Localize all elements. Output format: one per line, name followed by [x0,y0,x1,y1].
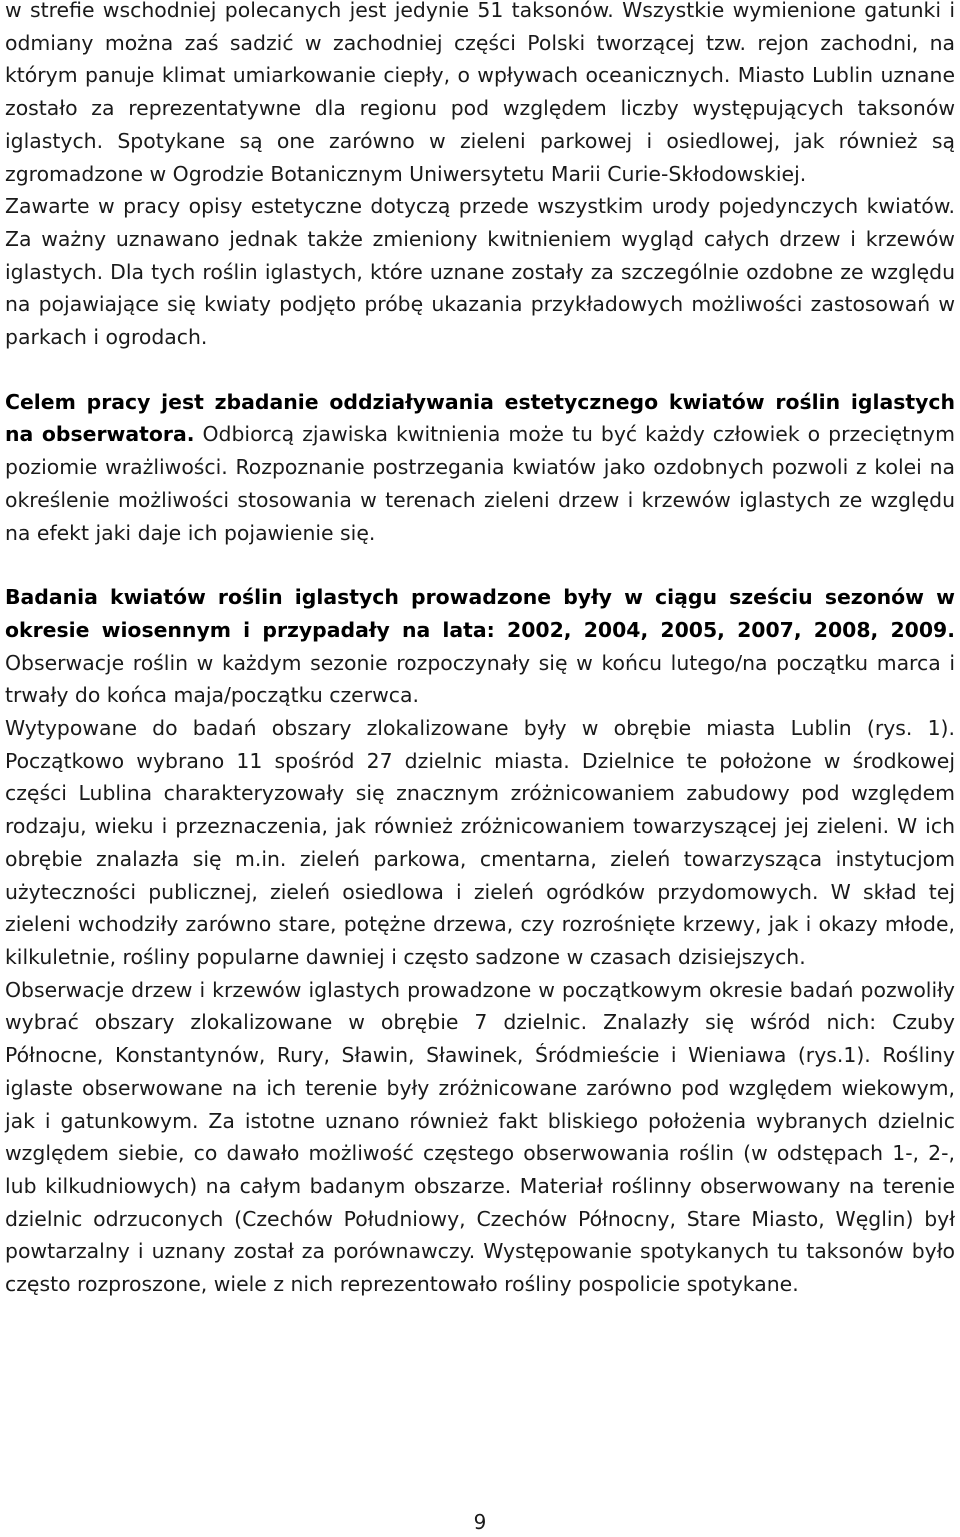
aim-bold-statement: Celem pracy jest zbadanie oddziaływania estetycznego kwiatów roślin iglastych na obserwatora. [5,389,955,447]
paragraph-1 [5,0,955,190]
paragraph-research-period-text: Obserwacje roślin w każdym sezonie rozpoczynały się w końcu lutego/na początku marca i trwały do końca maja/początku czerwca. [5,650,955,708]
paragraph-research-period [5,581,955,712]
paragraph-aim [5,386,955,550]
document-body [5,0,955,1301]
research-period-bold-statement: Badania kwiatów roślin iglastych prowadzone były w ciągu sześciu sezonów w okresie wiosennym i przypadały na lata: 2002, 2004, 2005, 2007, 2008, 2009. [5,585,955,642]
paragraph-observations [5,974,955,1301]
paragraph-areas [5,712,955,974]
page-number: 9 [473,1510,487,1534]
paragraph-2-text: Zawarte w pracy opisy estetyczne dotyczą przede wszystkim urody pojedynczych kwiatów. Za ważny uznawano jednak także zmieniony kwitnieniem wygląd całych drzew i krzewów iglastych. Dla tych roślin iglastych, które uznane zostały za szczególnie ozdobne ze względu na pojawiające się kwiaty podjęto próbę ukazania przykładowych możliwości zastosowań w parkach i ogrodach. [5,194,955,350]
paragraph-1-text: w strefie wschodniej polecanych jest jedynie 51 taksonów. Wszystkie wymienione gatunki i odmiany można zaś sadzić w zachodniej części Polski tworzącej tzw. rejon zachodni, na którym panuje klimat umiarkowanie ciepły, o wpływach oceanicznych. Miasto Lublin uznane zostało za reprezentatywne dla regionu pod względem liczby występujących taksonów iglastych. Spotykane są one zarówno w zieleni parkowej i osiedlowej, jak również są zgromadzone w Ogrodzie Botanicznym Uniwersytetu Marii Curie-Skłodowskiej. [5,0,955,186]
paragraph-observations-text: Obserwacje drzew i krzewów iglastych prowadzone w początkowym okresie badań pozwoliły wybrać obszary zlokalizowane w obrębie 7 dzielnic. Znalazły się wśród nich: Czuby Północne, Konstantynów, Rury, Sławin, Sławinek, Śródmieście i Wieniawa (rys.1). Rośliny iglaste obserwowane na ich terenie były zróżnicowane zarówno pod względem wiekowym, jak i gatunkowym. Za istotne uznano również fakt bliskiego położenia wybranych dzielnic względem siebie, co dawało możliwość częstego obserwowania roślin (w odstępach 1-, 2-, lub kilkudniowych) na całym badanym obszarze. Materiał roślinny obserwowany na terenie dzielnic odrzuconych (Czechów Południowy, Czechów Północny, Stare Miasto, Węglin) był powtarzalny i uznany został za porównawczy. Występowanie spotykanych tu taksonów było często rozproszone, wiele z nich reprezentowało rośliny pospolicie spotykane. [5,977,955,1297]
paragraph-aim-text: Odbiorcą zjawiska kwitnienia może tu być każdy człowiek o przeciętnym poziomie wrażliwości. Rozpoznanie postrzegania kwiatów jako ozdobnych pozwoli z kolei na określenie możliwości stosowania w terenach zieleni drzew i krzewów iglastych ze względu na efekt jaki daje ich pojawienie się. [5,422,955,545]
paragraph-2 [5,190,955,354]
paragraph-areas-text: Wytypowane do badań obszary zlokalizowane były w obrębie miasta Lublin (rys. 1). Początkowo wybrano 11 spośród 27 dzielnic miasta. Dzielnice te położone w środkowej części Lublina charakteryzowały się znacznym zróżnicowaniem zabudowy pod względem rodzaju, wieku i przeznaczenia, jak również zróżnicowaniem towarzyszącej jej zieleni. W ich obrębie znalazła się m.in. zieleń parkowa, cmentarna, zieleń towarzysząca instytucjom użyteczności publicznej, zieleń osiedlowa i zieleń ogródków przydomowych. W skład tej zieleni wchodziły zarówno stare, potężne drzewa, czy rozrośnięte krzewy, jak i okazy młode, kilkuletnie, rośliny popularne dawniej i często sadzone w czasach dzisiejszych. [5,716,955,969]
